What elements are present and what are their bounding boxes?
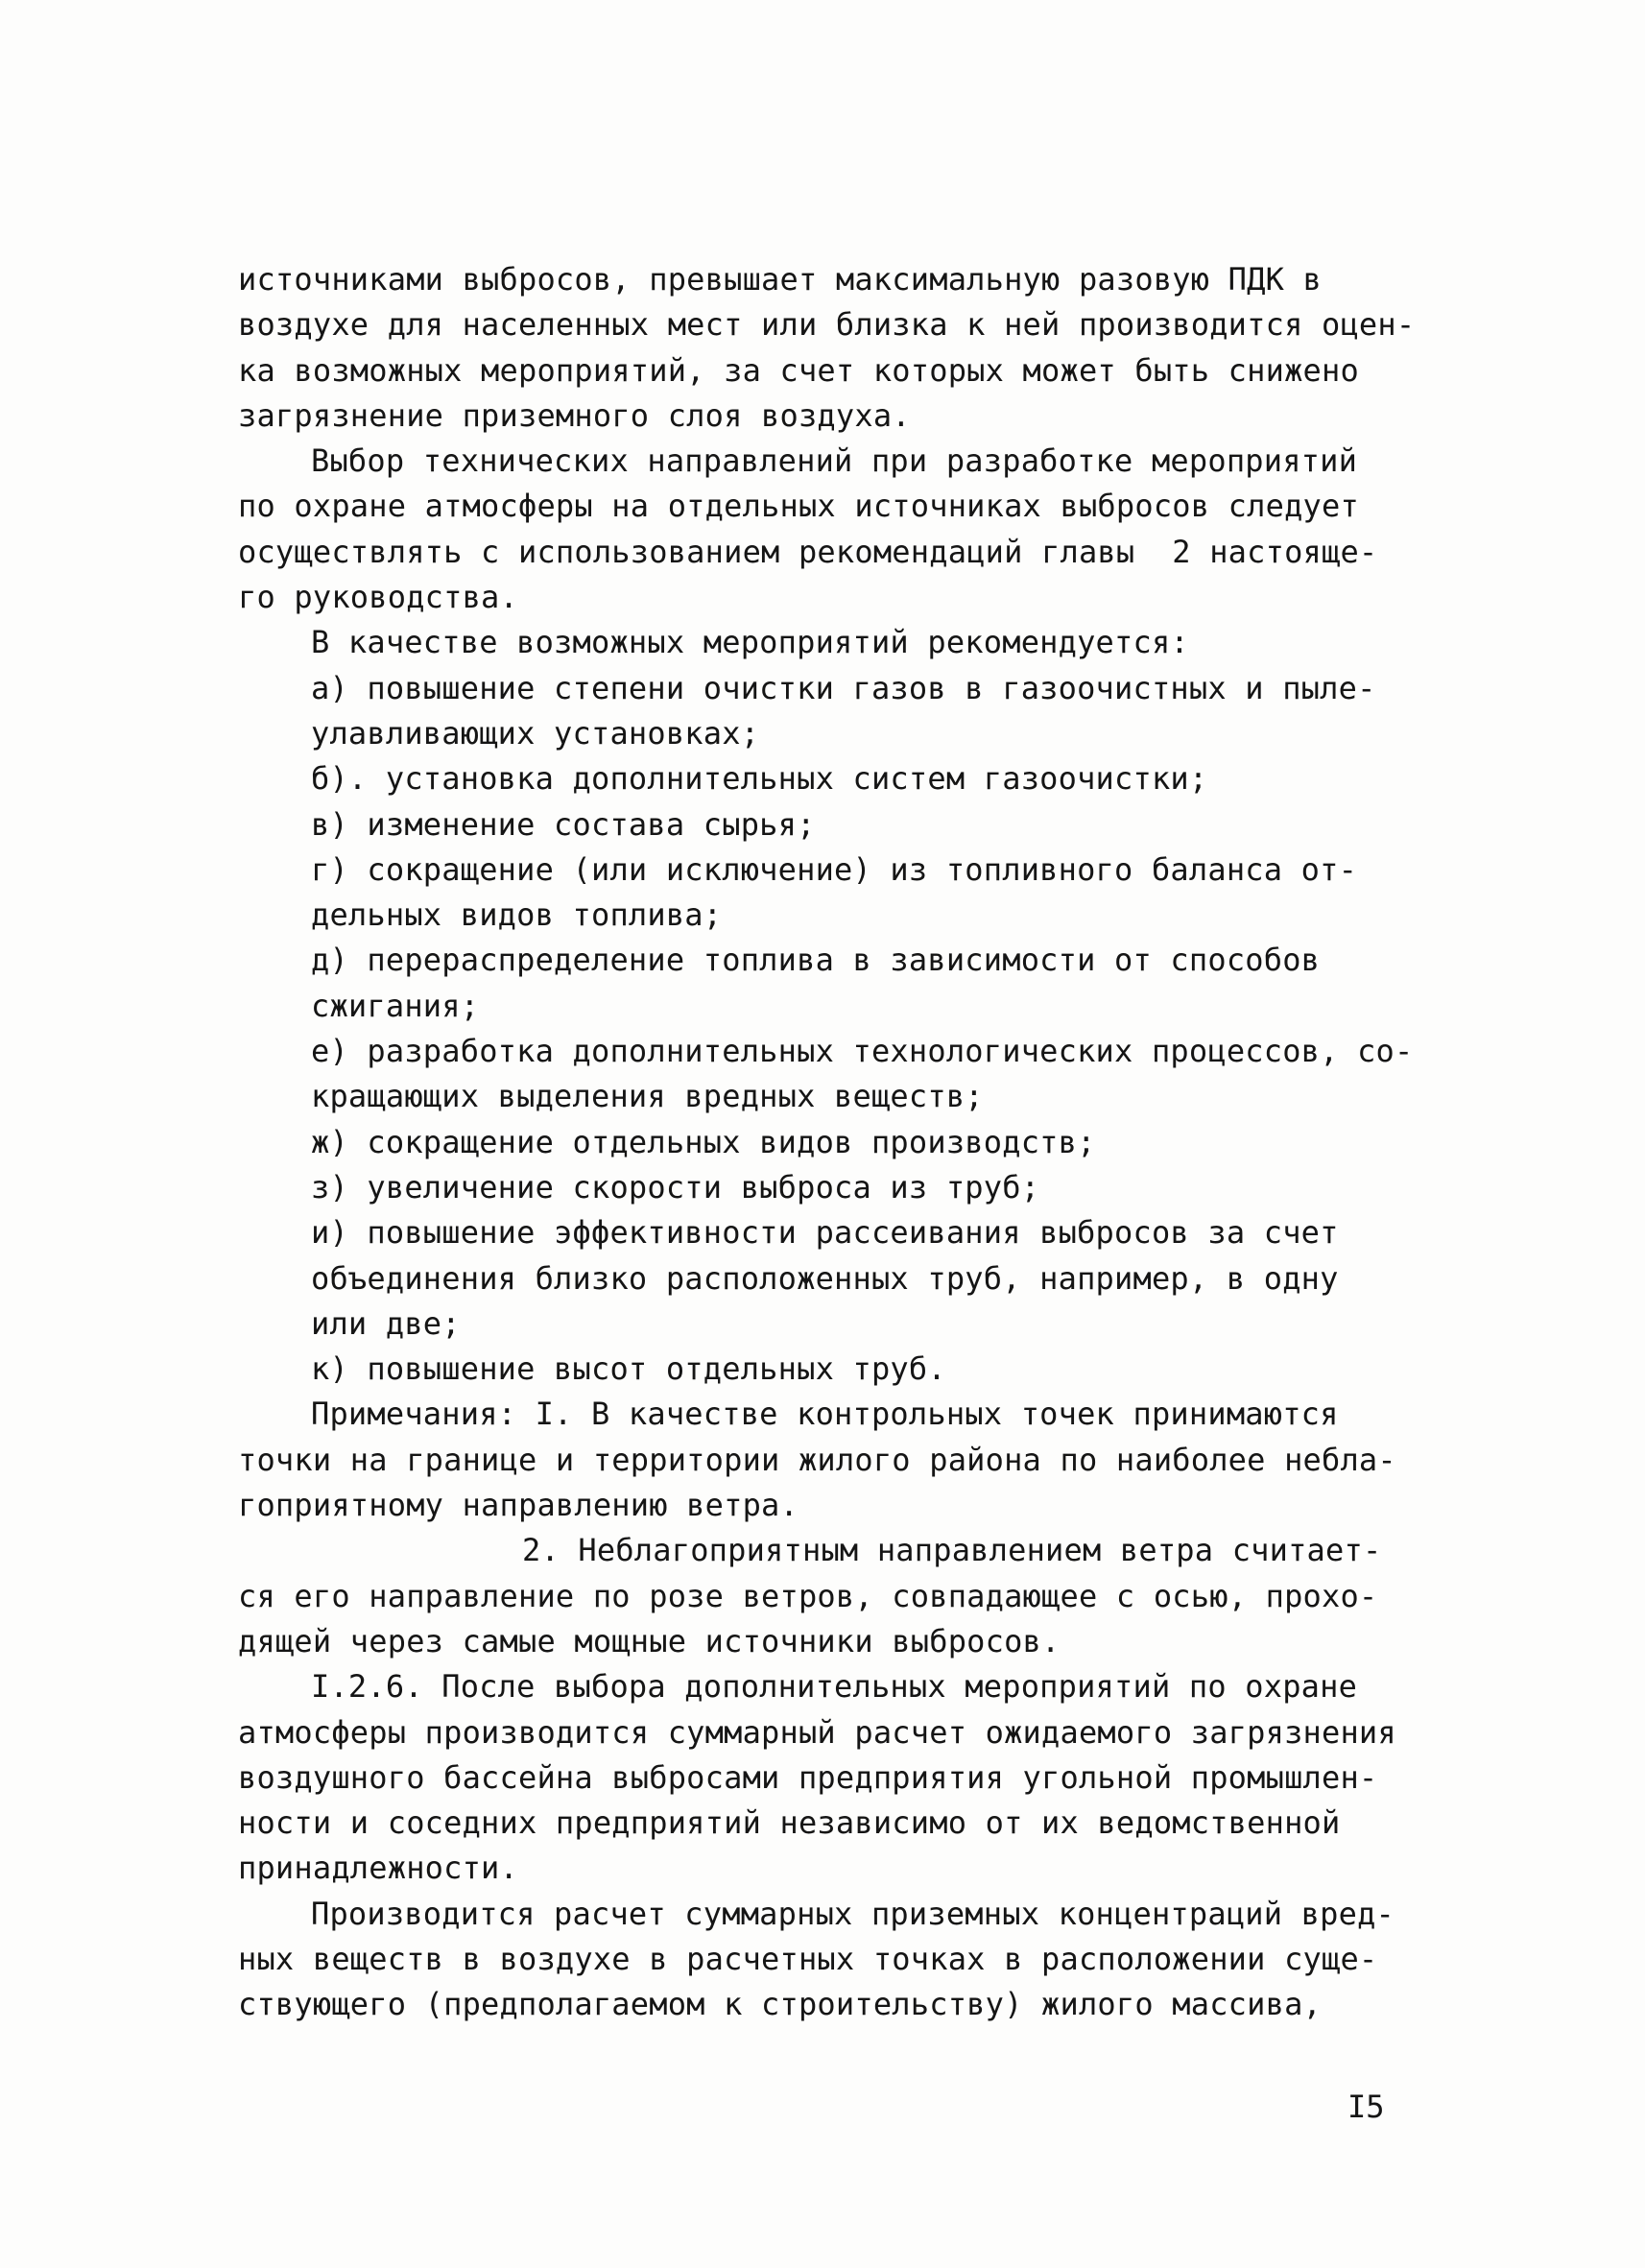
text-line: дельных видов топлива; bbox=[311, 896, 723, 934]
text-line: точки на границе и территории жилого района по наиболее небла- bbox=[238, 1441, 1396, 1478]
text-line: I.2.6. После выбора дополнительных мероприятий по охране bbox=[311, 1668, 1358, 1706]
text-line: загрязнение приземного слоя воздуха. bbox=[238, 396, 911, 434]
text-line: кращающих выделения вредных веществ; bbox=[311, 1078, 984, 1115]
text-line: 2. Неблагоприятным направлением ветра считает- bbox=[522, 1532, 1382, 1569]
text-line: Примечания: I. В качестве контрольных точек принимаются bbox=[311, 1396, 1339, 1433]
text-line: к) повышение высот отдельных труб. bbox=[311, 1350, 946, 1388]
text-line: ных веществ в воздухе в расчетных точках в расположении суще- bbox=[238, 1940, 1378, 1977]
text-line: ности и соседних предприятий независимо от их ведомственной bbox=[238, 1804, 1341, 1842]
text-line: в) изменение состава сырья; bbox=[311, 805, 816, 843]
text-line: объединения близко расположенных труб, например, в одну bbox=[311, 1259, 1339, 1297]
text-line: а) повышение степени очистки газов в газоочистных и пыле- bbox=[311, 669, 1376, 706]
text-line: ж) сокращение отдельных видов производств; bbox=[311, 1123, 1096, 1160]
text-line: принадлежности. bbox=[238, 1850, 518, 1887]
text-line: по охране атмосферы на отдельных источниках выбросов следует bbox=[238, 488, 1359, 525]
text-line: атмосферы производится суммарный расчет ожидаемого загрязнения bbox=[238, 1713, 1396, 1751]
text-line: го руководства. bbox=[238, 579, 518, 616]
text-line: ствующего (предполагаемом к строительству) жилого массива, bbox=[238, 1986, 1323, 2023]
text-line: осуществлять с использованием рекомендаций главы 2 настояще- bbox=[238, 533, 1378, 570]
text-line: Выбор технических направлений при разработке мероприятий bbox=[311, 442, 1358, 480]
text-line: Производится расчет суммарных приземных концентраций вред- bbox=[311, 1895, 1395, 1932]
text-line: сжигания; bbox=[311, 987, 480, 1024]
text-line: б). установка дополнительных систем газоочистки; bbox=[311, 760, 1208, 798]
text-line: источниками выбросов, превышает максимальную разовую ПДК в bbox=[238, 261, 1323, 298]
text-line: или две; bbox=[311, 1304, 461, 1342]
body-text bbox=[238, 257, 1428, 2028]
text-line: е) разработка дополнительных технологических процессов, со- bbox=[311, 1033, 1414, 1070]
text-line: дящей через самые мощные источники выбросов. bbox=[238, 1622, 1061, 1659]
text-line: и) повышение эффективности рассеивания выбросов за счет bbox=[311, 1214, 1339, 1252]
text-line: гоприятному направлению ветра. bbox=[238, 1487, 799, 1524]
text-line: г) сокращение (или исключение) из топливного баланса от- bbox=[311, 850, 1358, 888]
text-line: з) увеличение скорости выброса из труб; bbox=[311, 1168, 1040, 1206]
page-number: I5 bbox=[1347, 2089, 1385, 2125]
text-line: воздухе для населенных мест или близка к ней производится оцен- bbox=[238, 306, 1416, 344]
text-line: д) перераспределение топлива в зависимости от способов bbox=[311, 942, 1321, 979]
text-line: воздушного бассейна выбросами предприятия угольной промышлен- bbox=[238, 1758, 1378, 1796]
text-line: улавливающих установках; bbox=[311, 714, 760, 752]
text-line: ка возможных мероприятий, за счет которых может быть снижено bbox=[238, 351, 1359, 389]
text-line: ся его направление по розе ветров, совпадающее с осью, прохо- bbox=[238, 1577, 1378, 1614]
text-line: В качестве возможных мероприятий рекомендуется: bbox=[311, 624, 1189, 661]
